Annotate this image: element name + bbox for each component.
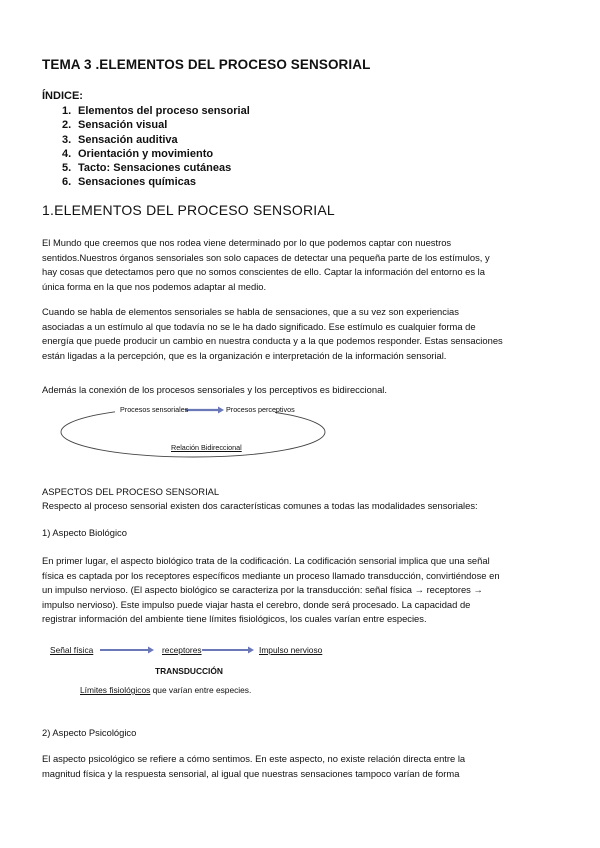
index-list	[62, 104, 250, 190]
index-heading: ÍNDICE:	[42, 90, 83, 102]
index-item: 4. Orientación y movimiento	[62, 147, 214, 160]
paragraph: El Mundo que creemos que nos rodea viene determinado por lo que podemos captar con nuestros sentidos.Nuestros órganos sensoriales son solo capaces de detectar una pequeña parte de los estímulos, y hay cosas que detectamos pero que no somos conscientes de ello. Captar la información del entorno es la única forma en la que nos podemos adaptar al medio.	[42, 237, 490, 292]
paragraph: El aspecto psicológico se refiere a cómo sentimos. En este aspecto, no existe relación directa entre la magnitud física y la respuesta sensorial, al igual que nuestras sensaciones tampoco varían de forma	[42, 753, 466, 779]
bidirectional-diagram	[55, 400, 345, 470]
diagram-label: Impulso nervioso	[259, 645, 323, 655]
diagram-label: receptores	[162, 645, 202, 655]
index-item: 1. Elementos del proceso sensorial	[62, 105, 250, 117]
index-item: 3. Sensación auditiva	[62, 133, 178, 146]
paragraph: En primer lugar, el aspecto biológico trata de la codificación. La codificación sensorial implica que una señal física es captada por los receptores específicos mediante un proceso llamado transducción, convirtiéndose en un impulso nervioso. (El aspecto biológico se caracteriza por la transducción: señal física → receptores → impulso nervioso). Este impulso puede viajar hasta el cerebro, donde será procesado. La capacidad de registrar información del ambiente tiene límites fisiológicos, los cuales varían entre especies.	[42, 555, 500, 625]
paragraph: Cuando se habla de elementos sensoriales se habla de sensaciones, que a su vez son experiencias asociadas a un estímulo al que todavía no se le ha dado significado. Ese estímulo es cualquier forma de energía que puede producir un cambio en nuestra conducta y a la que podemos responder. Estas sensaciones están ligadas a la percepción, que es la organización e interpretación de la información sensorial.	[42, 306, 503, 361]
paragraph: Además la conexión de los procesos sensoriales y los perceptivos es bidireccional.	[42, 384, 387, 395]
subheading-psy: 2) Aspecto Psicológico	[42, 727, 137, 738]
diagram-label: TRANSDUCCIÓN	[155, 666, 223, 676]
aspects-heading: ASPECTOS DEL PROCESO SENSORIAL	[42, 486, 220, 497]
subheading-bio: 1) Aspecto Biológico	[42, 527, 127, 538]
index-item: 2. Sensación visual	[62, 119, 168, 132]
page-title: TEMA 3 .ELEMENTOS DEL PROCESO SENSORIAL	[42, 57, 371, 72]
index-item: 5. Tacto: Sensaciones cutáneas	[62, 162, 232, 175]
diagram-label: Señal física	[50, 645, 94, 655]
index-item: 6. Sensaciones químicas	[62, 176, 196, 189]
diagram-label: Límites fisiológicos que varían entre especies.	[80, 685, 252, 695]
diagram-label: Procesos sensoriales	[120, 405, 189, 414]
diagram-label: Procesos perceptivos	[226, 405, 295, 414]
diagram-label: Relación Bidireccional	[171, 443, 242, 452]
aspects-intro: Respecto al proceso sensorial existen dos características comunes a todas las modalidades sensoriales:	[42, 500, 478, 511]
section-heading: 1.ELEMENTOS DEL PROCESO SENSORIAL	[42, 202, 335, 218]
